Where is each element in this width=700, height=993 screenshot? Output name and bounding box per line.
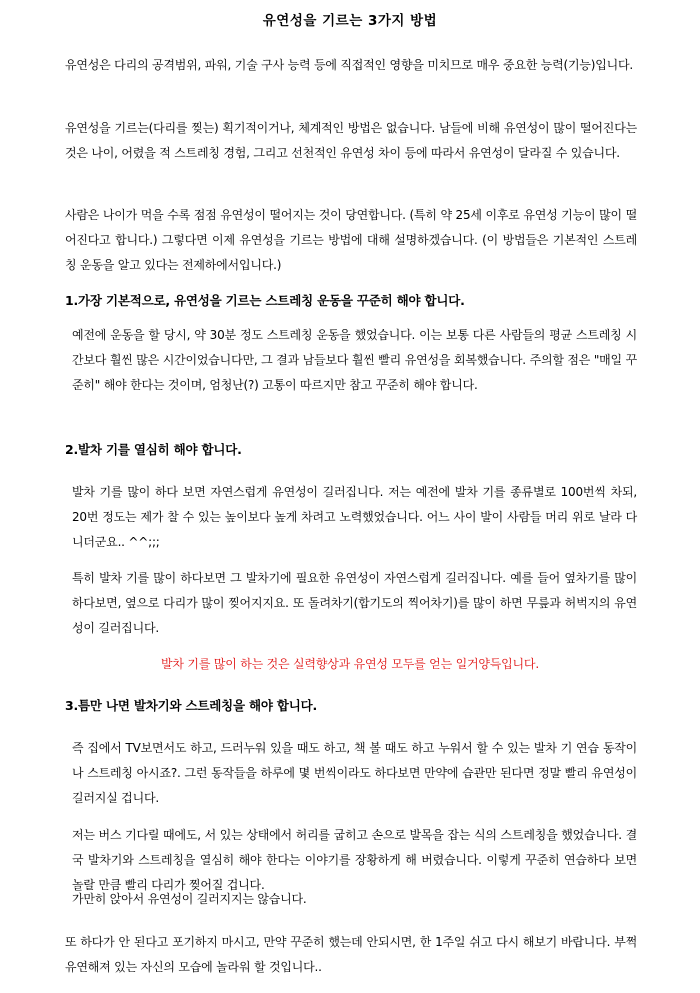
section-2-heading: 2.발차 기를 열심히 해야 합니다. (65, 442, 242, 457)
section-2-highlight: 발차 기를 많이 하는 것은 실력향상과 유연성 모두를 얻는 일거양득입니다. (161, 657, 539, 671)
section-3-body-1: 즉 집에서 TV보면서도 하고, 드러누워 있을 때도 하고, 책 볼 때도 하고 누워서 할 수 있는 발차 기 연습 동작이나 스트레칭 아시죠?. 그런 동작들을 하루에 몇 번씩이라도 하다보면 만약에 습관만 된다면 정말 빨리 유연성이 길러지실 겁니다. (72, 741, 637, 805)
closing-paragraph: 또 하다가 안 된다고 포기하지 마시고, 만약 꾸준히 했는데 안되시면, 한 1주일 쉬고 다시 해보기 바랍니다. 부쩍 유연해져 있는 자신의 모습에 놀라워 할 것입니다.. (65, 935, 637, 974)
section-3-body-2: 저는 버스 기다릴 때에도, 서 있는 상태에서 허리를 굽히고 손으로 발목을 잡는 식의 스트레칭을 했었습니다. 결국 발차기와 스트레칭을 열심히 해야 한다는 이야기를 장황하게 해 버렸습니다. 이렇게 꾸준히 연습하다 보면 놀랄 만큼 빨리 다리가 찢어질 겁니다. (72, 828, 637, 892)
intro-paragraph-3: 사람은 나이가 먹을 수록 점점 유연성이 떨어지는 것이 당연합니다. (특히 약 25세 이후로 유연성 기능이 많이 떨어진다고 합니다.) 그렇다면 이제 유연성을 기르는 방법에 대해 설명하겠습니다. (이 방법들은 기본적인 스트레칭 운동을 알고 있다는 전제하에서입니다.) (65, 208, 637, 272)
intro-paragraph-1: 유연성은 다리의 공격범위, 파워, 기술 구사 능력 등에 직접적인 영향을 미치므로 매우 중요한 능력(기능)입니다. (65, 58, 634, 72)
document-title: 유연성을 기르는 3가지 방법 (262, 13, 438, 29)
section-1-heading: 1.가장 기본적으로, 유연성을 기르는 스트레칭 운동을 꾸준히 해야 합니다. (65, 293, 465, 308)
section-2-body-1: 발차 기를 많이 하다 보면 자연스럽게 유연성이 길러집니다. 저는 예전에 발차 기를 종류별로 100번씩 차되, 20번 정도는 제가 찰 수 있는 높이보다 높게 차려고 노력했었습니다. 어느 사이 발이 사람들 머리 위로 날라 다니더군요.. ^^;;; (72, 485, 637, 549)
section-3-body-3: 가만히 앉아서 유연성이 길러지지는 않습니다. (72, 892, 307, 906)
section-2-body-2: 특히 발차 기를 많이 하다보면 그 발차기에 필요한 유연성이 자연스럽게 길러집니다. 예를 들어 옆차기를 많이 하다보면, 옆으로 다리가 많이 찢어지지요. 또 돌려차기(합기도의 찍어차기)를 많이 하면 무릎과 허벅지의 유연성이 길러집니다. (72, 571, 638, 635)
intro-paragraph-2: 유연성을 기르는(다리를 찢는) 획기적이거나, 체계적인 방법은 없습니다. 남들에 비해 유연성이 많이 떨어진다는 것은 나이, 어렸을 적 스트레칭 경험, 그리고 선천적인 유연성 차이 등에 따라서 유연성이 달라질 수 있습니다. (65, 121, 637, 160)
section-1-body: 예전에 운동을 할 당시, 약 30분 정도 스트레칭 운동을 했었습니다. 이는 보통 다른 사람들의 평균 스트레칭 시간보다 훨씬 많은 시간이었습니다만, 그 결과 남들보다 훨씬 빨리 유연성을 회복했습니다. 주의할 점은 "매일 꾸준히" 해야 한다는 것이며, 엄청난(?) 고통이 따르지만 참고 꾸준히 해야 합니다. (72, 328, 637, 392)
section-3-heading: 3.틈만 나면 발차기와 스트레칭을 해야 합니다. (65, 698, 318, 713)
